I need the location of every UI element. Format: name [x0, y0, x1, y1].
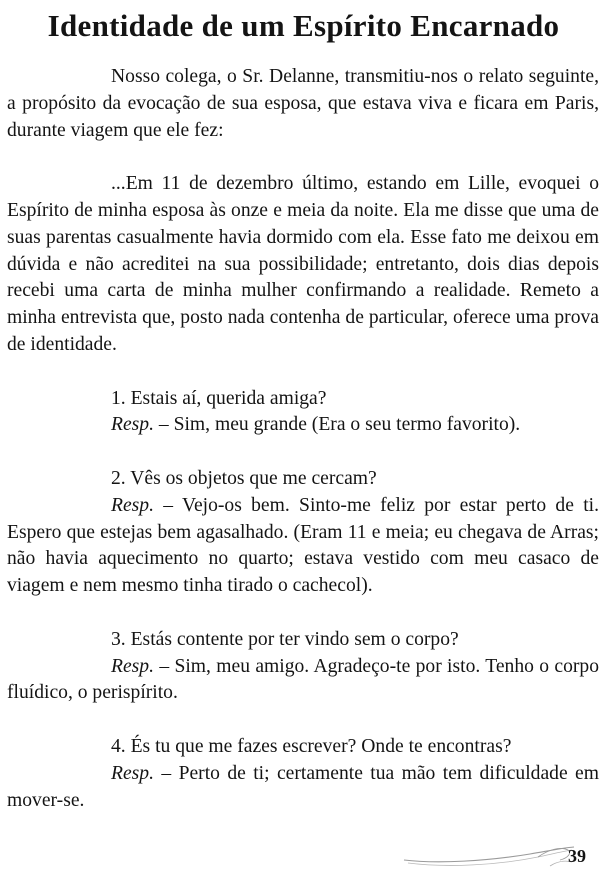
- dialogue-entry-3: [7, 627, 599, 707]
- question-3: 3. Estás contente por ter vindo sem o corpo?: [111, 628, 459, 650]
- question-1: 1. Estais aí, querida amiga?: [111, 387, 327, 409]
- page-title: Identidade de um Espírito Encarnado: [47, 8, 560, 43]
- answer-3: [7, 654, 599, 708]
- dialogue-entry-1: [7, 386, 599, 440]
- resp-label: Resp.: [111, 762, 154, 784]
- page-body: [7, 64, 599, 814]
- dialogue-entry-4: [7, 734, 599, 814]
- decorative-swash-icon: [398, 838, 578, 874]
- resp-label: Resp.: [111, 494, 154, 516]
- answer-4: [7, 761, 599, 815]
- page-number: 39: [568, 846, 586, 866]
- question-4: 4. És tu que me fazes escrever? Onde te encontras?: [111, 735, 512, 757]
- resp-label: Resp.: [111, 414, 154, 436]
- answer-text: – Sim, meu grande (Era o seu termo favorito).: [154, 414, 521, 436]
- question-2: 2. Vês os objetos que me cercam?: [111, 467, 377, 489]
- answer-text: – Vejo-os bem. Sinto-me feliz por estar perto de ti. Espero que estejas bem agasalhado. (Eram 11 e meia; eu chegava de Arras; não havia aquecimento no quarto; estava vestido com meu casaco de viagem e nem mesmo tinha tirado o cachecol).: [7, 494, 599, 597]
- answer-text: – Sim, meu amigo. Agradeço-te por isto. Tenho o corpo fluídico, o perispírito.: [7, 655, 599, 704]
- answer-1: [7, 412, 599, 439]
- answer-2: [7, 493, 599, 600]
- dialogue-entry-2: [7, 466, 599, 600]
- answer-text: – Perto de ti; certamente tua mão tem dificuldade em mover-se.: [7, 762, 599, 811]
- letter-paragraph: ...Em 11 de dezembro último, estando em Lille, evoquei o Espírito de minha esposa às onze e meia da noite. Ela me disse que uma de suas parentas casualmente havia dormido com ela. Esse fato me deixou em dúvida e não acreditei na sua possibilidade; entretanto, dois dias depois recebi uma carta de minha mulher confirmando a realidade. Remeto a minha entrevista que, posto nada contenha de particular, oferece uma prova de identidade.: [7, 173, 599, 355]
- intro-paragraph: Nosso colega, o Sr. Delanne, transmitiu-nos o relato seguinte, a propósito da evocação de sua esposa, que estava viva e ficara em Paris, durante viagem que ele fez:: [7, 66, 599, 141]
- resp-label: Resp.: [111, 655, 154, 677]
